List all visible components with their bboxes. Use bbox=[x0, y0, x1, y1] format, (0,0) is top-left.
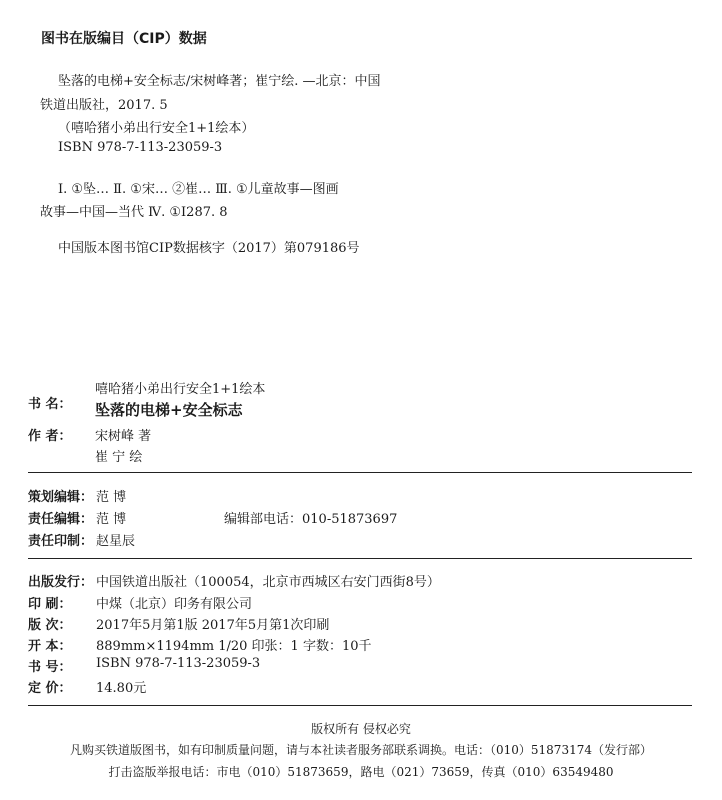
print-manager: 赵星辰 bbox=[96, 534, 136, 549]
planning-editor-label: 策划编辑： bbox=[28, 490, 94, 505]
format: 889mm×1194mm 1/20 印张：1 字数：10千 bbox=[96, 639, 372, 654]
responsible-editor: 范 博 bbox=[96, 512, 127, 527]
publisher-label: 出版发行： bbox=[28, 575, 94, 590]
responsible-editor-label: 责任编辑： bbox=[28, 512, 94, 527]
anti-piracy-hotline: 打击盗版举报电话：市电（010）51873659，路电（021）73659，传真（010）63549480 bbox=[108, 765, 614, 779]
price: 14.80元 bbox=[96, 681, 147, 696]
title-label: 书 名： bbox=[28, 397, 72, 412]
author: 宋树峰 著 bbox=[95, 429, 152, 444]
cip-line-6: 故事—中国—当代 Ⅳ. ①I287. 8 bbox=[40, 205, 228, 220]
price-label: 定 价： bbox=[28, 681, 72, 696]
editorial-phone: 编辑部电话：010-51873697 bbox=[224, 512, 398, 527]
author-label: 作 者： bbox=[28, 429, 72, 444]
isbn-label: 书 号： bbox=[28, 660, 72, 675]
print-manager-label: 责任印制： bbox=[28, 534, 94, 549]
cip-heading: 图书在版编目（CIP）数据 bbox=[41, 31, 207, 47]
divider-3 bbox=[28, 705, 692, 706]
quality-notice: 凡购买铁道版图书，如有印制质量问题，请与本社读者服务部联系调换。电话：（010）51873174（发行部） bbox=[70, 743, 652, 757]
planning-editor: 范 博 bbox=[96, 490, 127, 505]
printer-label: 印 刷： bbox=[28, 597, 72, 612]
divider-2 bbox=[28, 558, 692, 559]
cip-line-2: 铁道出版社，2017. 5 bbox=[40, 98, 168, 113]
cip-line-5: Ⅰ. ①坠… Ⅱ. ①宋… ②崔… Ⅲ. ①儿童故事—图画 bbox=[58, 182, 339, 197]
cip-line-3: （嘻哈猪小弟出行安全1+1绘本） bbox=[58, 121, 255, 136]
cip-line-4: ISBN 978-7-113-23059-3 bbox=[58, 140, 223, 155]
edition: 2017年5月第1版 2017年5月第1次印刷 bbox=[96, 618, 330, 633]
edition-label: 版 次： bbox=[28, 618, 72, 633]
rights-reserved: 版权所有 侵权必究 bbox=[311, 722, 411, 736]
cip-line-1: 坠落的电梯+安全标志/宋树峰著；崔宁绘. —北京：中国 bbox=[58, 74, 381, 89]
cip-number: 中国版本图书馆CIP数据核字（2017）第079186号 bbox=[58, 241, 360, 256]
illustrator: 崔 宁 绘 bbox=[95, 450, 143, 465]
series-name: 嘻哈猪小弟出行安全1+1绘本 bbox=[95, 382, 266, 397]
format-label: 开 本： bbox=[28, 639, 72, 654]
publisher: 中国铁道出版社（100054，北京市西城区右安门西街8号） bbox=[96, 575, 440, 590]
isbn: ISBN 978-7-113-23059-3 bbox=[96, 656, 261, 671]
printer: 中煤（北京）印务有限公司 bbox=[96, 597, 253, 612]
book-title: 坠落的电梯+安全标志 bbox=[95, 401, 243, 419]
divider-1 bbox=[28, 472, 692, 473]
